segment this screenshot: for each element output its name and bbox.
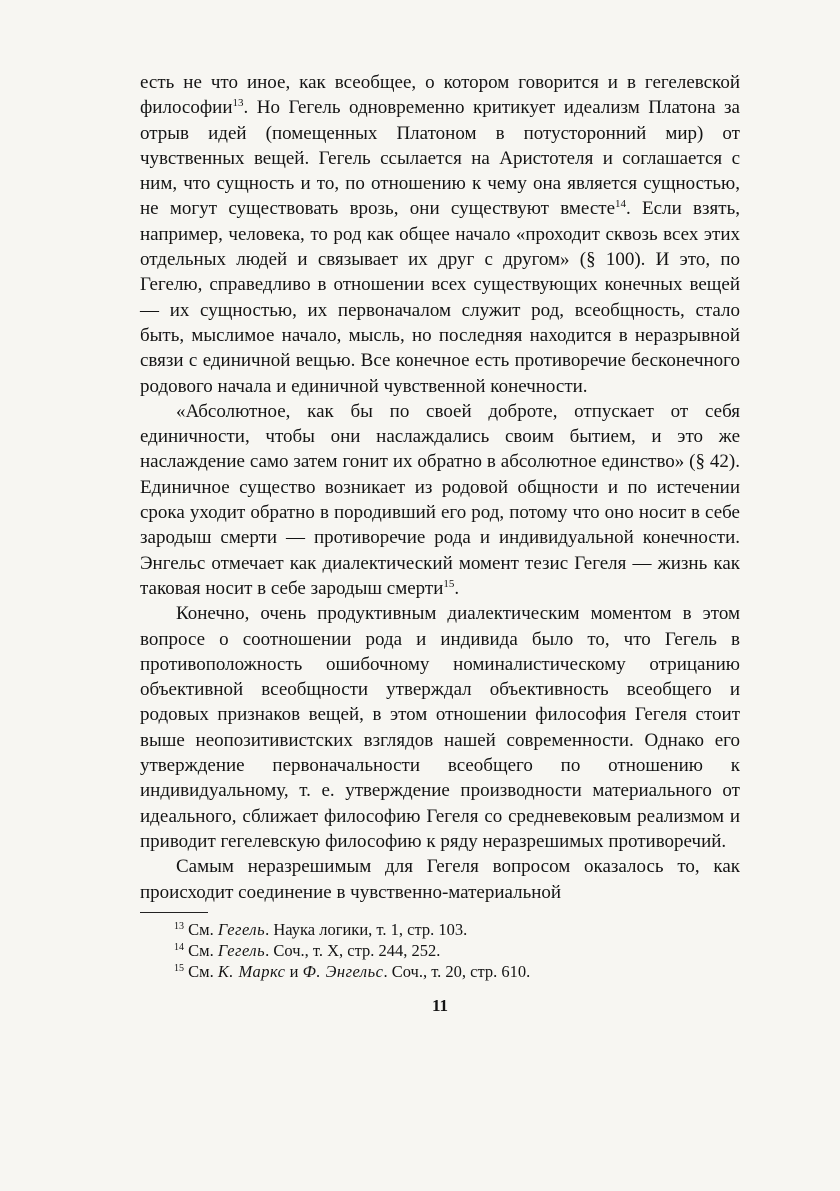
footnote-ref: 14: [615, 198, 626, 211]
footnote-divider: [140, 912, 208, 913]
footnote-number: 14: [174, 941, 184, 953]
footnote-ref: 13: [232, 97, 244, 110]
author-name: Гегель: [217, 919, 266, 939]
text-run: . Наука логики, т. 1, стр. 103.: [265, 919, 468, 939]
footnotes: [140, 919, 740, 982]
author-name: К. Маркс: [217, 961, 286, 981]
paragraph: [140, 601, 740, 854]
footnote: [140, 961, 740, 982]
text-run: . Соч., т. X, стр. 244, 252.: [265, 940, 441, 960]
text-run: См.: [188, 919, 218, 939]
paragraph: [140, 70, 740, 399]
paragraph: [140, 854, 740, 905]
text-run: и: [285, 961, 303, 981]
text-run: См.: [188, 961, 218, 981]
book-page: [140, 70, 740, 1016]
footnote-number: 13: [174, 920, 184, 932]
author-name: Гегель: [217, 940, 266, 960]
footnote-number: 15: [174, 962, 184, 974]
footnote: [140, 919, 740, 940]
text-run: .: [454, 577, 460, 599]
text-run: . Если взять, например, человека, то род как общее начало «проходит сквозь всех этих отдельных людей и связывает их друг с другом» (§ 100). И это, по Гегелю, справедливо в отношении всех существующих конечных вещей — их сущностью, их первоначалом служит род, всеобщность, стало быть, мыслимое начало, мысль, но последняя находится в неразрывной связи с единичной вещью. Все конечное есть противоречие бесконечного родового начала и единичной чувственной конечности.: [140, 198, 740, 397]
author-name: Ф. Энгельс: [302, 961, 384, 981]
text-run: . Но Гегель одновременно критикует идеализм Платона за отрыв идей (помещенных Платоном в потусторонний мир) от чувственных вещей. Гегель ссылается на Аристотеля и соглашается с ним, что сущность и то, по отношению к чему она является сущностью, не могут существовать врозь, они существуют вместе: [140, 97, 740, 220]
text-run: есть не что иное, как всеобщее, о котором говорится и в гегелевской философии: [140, 72, 740, 119]
footnote: [140, 940, 740, 961]
body-text: [140, 70, 740, 905]
text-run: См.: [188, 940, 218, 960]
page-number: 11: [431, 995, 449, 1015]
text-run: Конечно, очень продуктивным диалектическим моментом в этом вопросе о соотношении рода и индивида было то, что Гегель в противоположность ошибочному номиналистическому отрицанию объективной всеобщности утверждал объективность всеобщего и родовых признаков вещей, в этом отношении философия Гегеля стоит выше неопозитивистских взглядов нашей современности. Однако его утверждение первоначальности всеобщего по отношению к индивидуальному, т. е. утверждение производности материального от идеального, сближает философию Гегеля со средневековым реализмом и приводит гегелевскую философию к ряду неразрешимых противоречий.: [140, 603, 740, 852]
text-run: Самым неразрешимым для Гегеля вопросом оказалось то, как происходит соединение в чувственно-материальной: [140, 856, 740, 903]
text-run: . Соч., т. 20, стр. 610.: [383, 961, 531, 981]
text-run: «Абсолютное, как бы по своей доброте, отпускает от себя единичности, чтобы они наслаждались своим бытием, и это же наслаждение само затем гонит их обратно в абсолютное единство» (§ 42). Единичное существо возникает из родовой общности и по истечении срока уходит обратно в породивший его род, потому что оно носит в себе зародыш смерти — противоречие рода и индивидуальной конечности. Энгельс отмечает как диалектический момент тезис Гегеля — жизнь как таковая носит в себе зародыш смерти: [140, 400, 740, 599]
footnote-ref: 15: [443, 577, 455, 590]
paragraph: [140, 399, 740, 601]
